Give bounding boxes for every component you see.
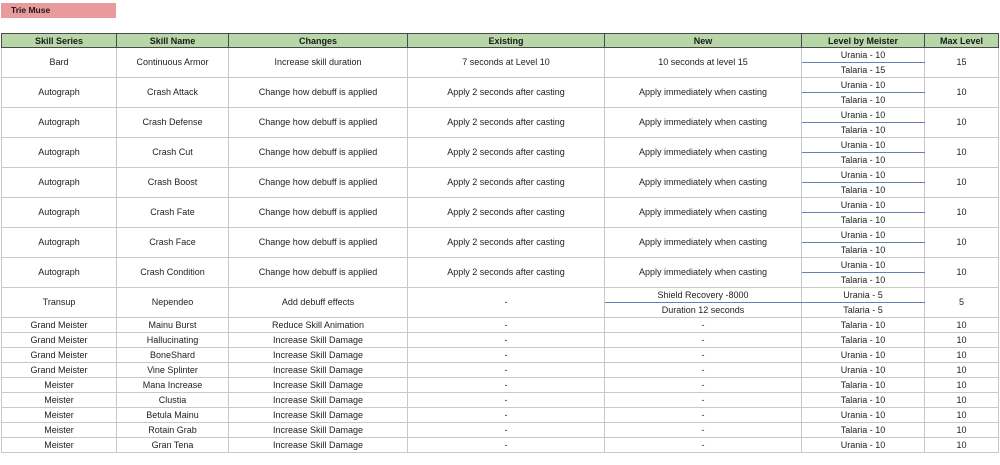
new-cell[interactable]: 10 seconds at level 15 bbox=[605, 48, 802, 78]
new-cell[interactable]: - bbox=[605, 423, 802, 438]
level-cell[interactable]: Urania - 10 bbox=[802, 78, 925, 93]
skill-series-cell[interactable]: Meister bbox=[2, 408, 117, 423]
changes-cell[interactable]: Increase Skill Damage bbox=[229, 333, 408, 348]
new-cell[interactable]: - bbox=[605, 378, 802, 393]
level-cell[interactable]: Talaria - 10 bbox=[802, 333, 925, 348]
new-cell[interactable]: Apply immediately when casting bbox=[605, 198, 802, 228]
table-row bbox=[2, 228, 999, 243]
level-cell[interactable]: Urania - 10 bbox=[802, 408, 925, 423]
new-cell[interactable]: - bbox=[605, 333, 802, 348]
max-level-cell[interactable]: 15 bbox=[925, 48, 999, 78]
level-cell[interactable]: Urania - 10 bbox=[802, 258, 925, 273]
skill-name-cell[interactable]: Clustia bbox=[117, 393, 229, 408]
existing-cell[interactable]: - bbox=[408, 378, 605, 393]
table-row bbox=[2, 48, 999, 63]
changes-cell[interactable]: Increase Skill Damage bbox=[229, 438, 408, 453]
level-cell[interactable]: Urania - 10 bbox=[802, 108, 925, 123]
skill-series-cell[interactable]: Autograph bbox=[2, 228, 117, 258]
level-cell[interactable]: Talaria - 5 bbox=[802, 303, 925, 318]
table-row bbox=[2, 378, 999, 393]
skill-series-cell[interactable]: Autograph bbox=[2, 138, 117, 168]
level-cell[interactable]: Talaria - 15 bbox=[802, 63, 925, 78]
max-level-cell[interactable]: 10 bbox=[925, 393, 999, 408]
skill-name-cell[interactable]: Mana Increase bbox=[117, 378, 229, 393]
level-cell[interactable]: Urania - 10 bbox=[802, 363, 925, 378]
new-cell[interactable]: Apply immediately when casting bbox=[605, 138, 802, 168]
max-level-cell[interactable]: 10 bbox=[925, 198, 999, 228]
new-cell[interactable]: Duration 12 seconds bbox=[605, 303, 802, 318]
skill-name-cell[interactable]: Vine Splinter bbox=[117, 363, 229, 378]
changes-cell[interactable]: Change how debuff is applied bbox=[229, 168, 408, 198]
existing-cell[interactable]: Apply 2 seconds after casting bbox=[408, 228, 605, 258]
max-level-cell[interactable]: 10 bbox=[925, 318, 999, 333]
level-cell[interactable]: Urania - 10 bbox=[802, 198, 925, 213]
level-cell[interactable]: Talaria - 10 bbox=[802, 153, 925, 168]
table-row bbox=[2, 288, 999, 303]
changes-cell[interactable]: Increase Skill Damage bbox=[229, 363, 408, 378]
changes-cell[interactable]: Increase skill duration bbox=[229, 48, 408, 78]
changes-cell[interactable]: Increase Skill Damage bbox=[229, 408, 408, 423]
header-skill-name[interactable]: Skill Name bbox=[117, 34, 229, 48]
skill-name-cell[interactable]: Crash Defense bbox=[117, 108, 229, 138]
existing-cell[interactable]: - bbox=[408, 333, 605, 348]
skill-name-cell[interactable]: Mainu Burst bbox=[117, 318, 229, 333]
changes-cell[interactable]: Change how debuff is applied bbox=[229, 108, 408, 138]
skill-name-cell[interactable]: Crash Face bbox=[117, 228, 229, 258]
existing-cell[interactable]: - bbox=[408, 408, 605, 423]
skill-series-cell[interactable]: Grand Meister bbox=[2, 333, 117, 348]
max-level-cell[interactable]: 10 bbox=[925, 78, 999, 108]
header-max-level[interactable]: Max Level bbox=[925, 34, 999, 48]
level-cell[interactable]: Urania - 10 bbox=[802, 348, 925, 363]
level-cell[interactable]: Talaria - 10 bbox=[802, 93, 925, 108]
existing-cell[interactable]: - bbox=[408, 318, 605, 333]
header-new[interactable]: New bbox=[605, 34, 802, 48]
table-row bbox=[2, 408, 999, 423]
skill-series-cell[interactable]: Meister bbox=[2, 423, 117, 438]
skill-name-cell[interactable]: Hallucinating bbox=[117, 333, 229, 348]
existing-cell[interactable]: 7 seconds at Level 10 bbox=[408, 48, 605, 78]
max-level-cell[interactable]: 10 bbox=[925, 363, 999, 378]
changes-cell[interactable]: Increase Skill Damage bbox=[229, 393, 408, 408]
existing-cell[interactable]: Apply 2 seconds after casting bbox=[408, 168, 605, 198]
skill-series-cell[interactable]: Meister bbox=[2, 393, 117, 408]
max-level-cell[interactable]: 5 bbox=[925, 288, 999, 318]
new-cell[interactable]: - bbox=[605, 318, 802, 333]
changes-cell[interactable]: Add debuff effects bbox=[229, 288, 408, 318]
new-cell[interactable]: Apply immediately when casting bbox=[605, 258, 802, 288]
existing-cell[interactable]: Apply 2 seconds after casting bbox=[408, 138, 605, 168]
skill-name-cell[interactable]: Crash Cut bbox=[117, 138, 229, 168]
changes-cell[interactable]: Change how debuff is applied bbox=[229, 228, 408, 258]
new-cell[interactable]: - bbox=[605, 438, 802, 453]
changes-cell[interactable]: Reduce Skill Animation bbox=[229, 318, 408, 333]
skill-series-cell[interactable]: Autograph bbox=[2, 168, 117, 198]
existing-cell[interactable]: Apply 2 seconds after casting bbox=[408, 78, 605, 108]
table-row bbox=[2, 348, 999, 363]
header-skill-series[interactable]: Skill Series bbox=[2, 34, 117, 48]
table-row bbox=[2, 423, 999, 438]
level-cell[interactable]: Talaria - 10 bbox=[802, 213, 925, 228]
level-cell[interactable]: Talaria - 10 bbox=[802, 123, 925, 138]
skill-name-cell[interactable]: Crash Condition bbox=[117, 258, 229, 288]
max-level-cell[interactable]: 10 bbox=[925, 378, 999, 393]
header-changes[interactable]: Changes bbox=[229, 34, 408, 48]
skill-series-cell[interactable]: Meister bbox=[2, 378, 117, 393]
table-row bbox=[2, 138, 999, 153]
header-existing[interactable]: Existing bbox=[408, 34, 605, 48]
skill-series-cell[interactable]: Autograph bbox=[2, 78, 117, 108]
max-level-cell[interactable]: 10 bbox=[925, 258, 999, 288]
new-cell[interactable]: Apply immediately when casting bbox=[605, 78, 802, 108]
level-cell[interactable]: Talaria - 10 bbox=[802, 378, 925, 393]
existing-cell[interactable]: - bbox=[408, 438, 605, 453]
skill-name-cell[interactable]: Rotain Grab bbox=[117, 423, 229, 438]
level-cell[interactable]: Talaria - 10 bbox=[802, 393, 925, 408]
max-level-cell[interactable]: 10 bbox=[925, 333, 999, 348]
skill-series-cell[interactable]: Autograph bbox=[2, 108, 117, 138]
level-cell[interactable]: Talaria - 10 bbox=[802, 423, 925, 438]
new-cell[interactable]: Apply immediately when casting bbox=[605, 168, 802, 198]
skill-series-cell[interactable]: Grand Meister bbox=[2, 318, 117, 333]
skill-name-cell[interactable]: Betula Mainu bbox=[117, 408, 229, 423]
sheet-title-label: Trie Muse bbox=[1, 3, 116, 18]
table-row bbox=[2, 363, 999, 378]
changes-cell[interactable]: Increase Skill Damage bbox=[229, 378, 408, 393]
table-row bbox=[2, 168, 999, 183]
level-cell[interactable]: Urania - 5 bbox=[802, 288, 925, 303]
level-cell[interactable]: Talaria - 10 bbox=[802, 318, 925, 333]
table-row bbox=[2, 198, 999, 213]
new-cell[interactable]: - bbox=[605, 363, 802, 378]
table-row bbox=[2, 318, 999, 333]
changes-cell[interactable]: Change how debuff is applied bbox=[229, 138, 408, 168]
level-cell[interactable]: Talaria - 10 bbox=[802, 243, 925, 258]
max-level-cell[interactable]: 10 bbox=[925, 423, 999, 438]
skill-name-cell[interactable]: Nependeo bbox=[117, 288, 229, 318]
max-level-cell[interactable]: 10 bbox=[925, 408, 999, 423]
existing-cell[interactable]: - bbox=[408, 348, 605, 363]
skill-series-cell[interactable]: Bard bbox=[2, 48, 117, 78]
skill-series-cell[interactable]: Autograph bbox=[2, 258, 117, 288]
level-cell[interactable]: Urania - 10 bbox=[802, 48, 925, 63]
table-row bbox=[2, 393, 999, 408]
new-cell[interactable]: Apply immediately when casting bbox=[605, 228, 802, 258]
changes-cell[interactable]: Change how debuff is applied bbox=[229, 258, 408, 288]
max-level-cell[interactable]: 10 bbox=[925, 438, 999, 453]
skill-name-cell[interactable]: Crash Fate bbox=[117, 198, 229, 228]
skill-series-cell[interactable]: Grand Meister bbox=[2, 348, 117, 363]
existing-cell[interactable]: - bbox=[408, 393, 605, 408]
existing-cell[interactable]: - bbox=[408, 363, 605, 378]
max-level-cell[interactable]: 10 bbox=[925, 228, 999, 258]
existing-cell[interactable]: Apply 2 seconds after casting bbox=[408, 258, 605, 288]
skill-name-cell[interactable]: Crash Boost bbox=[117, 168, 229, 198]
new-cell[interactable]: - bbox=[605, 393, 802, 408]
skill-series-cell[interactable]: Grand Meister bbox=[2, 363, 117, 378]
max-level-cell[interactable]: 10 bbox=[925, 108, 999, 138]
new-cell[interactable]: - bbox=[605, 408, 802, 423]
header-level-by-meister[interactable]: Level by Meister bbox=[802, 34, 925, 48]
changes-cell[interactable]: Change how debuff is applied bbox=[229, 78, 408, 108]
changes-cell[interactable]: Increase Skill Damage bbox=[229, 423, 408, 438]
changes-cell[interactable]: Increase Skill Damage bbox=[229, 348, 408, 363]
skill-name-cell[interactable]: Gran Tena bbox=[117, 438, 229, 453]
table-row bbox=[2, 438, 999, 453]
skill-name-cell[interactable]: Crash Attack bbox=[117, 78, 229, 108]
skill-series-cell[interactable]: Meister bbox=[2, 438, 117, 453]
table-row bbox=[2, 78, 999, 93]
level-cell[interactable]: Urania - 10 bbox=[802, 138, 925, 153]
max-level-cell[interactable]: 10 bbox=[925, 168, 999, 198]
level-cell[interactable]: Urania - 10 bbox=[802, 228, 925, 243]
existing-cell[interactable]: - bbox=[408, 423, 605, 438]
table-row bbox=[2, 333, 999, 348]
skill-name-cell[interactable]: Continuous Armor bbox=[117, 48, 229, 78]
existing-cell[interactable]: - bbox=[408, 288, 605, 318]
table-row bbox=[2, 258, 999, 273]
new-cell[interactable]: - bbox=[605, 348, 802, 363]
existing-cell[interactable]: Apply 2 seconds after casting bbox=[408, 198, 605, 228]
new-cell[interactable]: Apply immediately when casting bbox=[605, 108, 802, 138]
header-row bbox=[2, 34, 999, 48]
skill-series-cell[interactable]: Autograph bbox=[2, 198, 117, 228]
level-cell[interactable]: Urania - 10 bbox=[802, 168, 925, 183]
max-level-cell[interactable]: 10 bbox=[925, 138, 999, 168]
new-cell[interactable]: Shield Recovery -8000 bbox=[605, 288, 802, 303]
skill-changes-table bbox=[1, 33, 999, 453]
existing-cell[interactable]: Apply 2 seconds after casting bbox=[408, 108, 605, 138]
changes-cell[interactable]: Change how debuff is applied bbox=[229, 198, 408, 228]
level-cell[interactable]: Talaria - 10 bbox=[802, 183, 925, 198]
max-level-cell[interactable]: 10 bbox=[925, 348, 999, 363]
skill-name-cell[interactable]: BoneShard bbox=[117, 348, 229, 363]
level-cell[interactable]: Urania - 10 bbox=[802, 438, 925, 453]
table-row bbox=[2, 108, 999, 123]
level-cell[interactable]: Talaria - 10 bbox=[802, 273, 925, 288]
skill-series-cell[interactable]: Transup bbox=[2, 288, 117, 318]
